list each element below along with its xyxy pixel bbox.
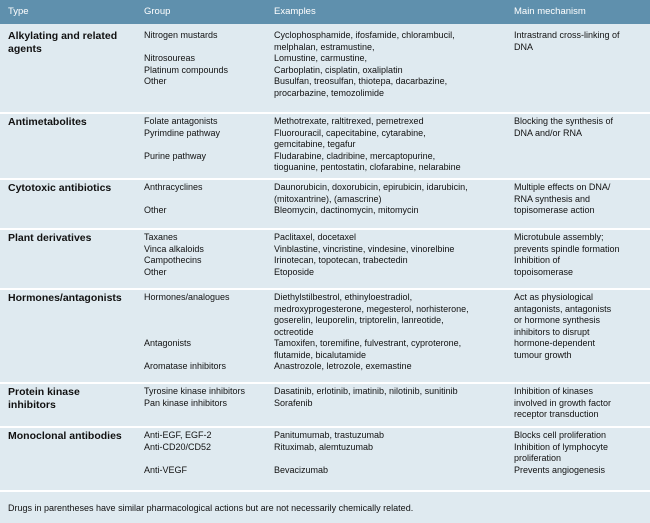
mechanism-text: Act as physiological bbox=[514, 292, 594, 302]
drug-examples: Cyclophosphamide, ifosfamide, chlorambucil, bbox=[274, 30, 455, 40]
drug-examples: Busulfan, treosulfan, thiotepa, dacarbazine, bbox=[274, 76, 448, 86]
mechanism-text: involved in growth factor bbox=[514, 397, 612, 408]
mechanism-text: prevents spindle formation bbox=[514, 243, 620, 254]
drug-examples: (mitoxantrine), (amascrine) bbox=[274, 193, 382, 204]
drug-group: Pan kinase inhibitors bbox=[144, 397, 228, 408]
drug-examples: Lomustine, carmustine, bbox=[274, 53, 368, 63]
mechanism-text: inhibitors to disrupt bbox=[514, 326, 590, 337]
drug-examples: Daunorubicin, doxorubicin, epirubicin, idarubicin, bbox=[274, 182, 468, 192]
drug-group: Other bbox=[144, 76, 167, 86]
mechanism-text: tumour growth bbox=[514, 349, 572, 360]
mechanism-text: proliferation bbox=[514, 453, 562, 463]
mechanism-text: hormone-dependent bbox=[514, 338, 596, 348]
drug-examples: Bevacizumab bbox=[274, 464, 329, 475]
drug-examples: Anastrozole, letrozole, exemastine bbox=[274, 361, 412, 371]
drug-group: Vinca alkaloids bbox=[144, 243, 204, 254]
drug-group: Anti-EGF, EGF-2 bbox=[144, 430, 212, 440]
drug-group: Taxanes bbox=[144, 232, 178, 242]
drug-examples: gemcitabine, tegafur bbox=[274, 139, 356, 149]
drug-examples: Paclitaxel, docetaxel bbox=[274, 232, 357, 242]
drug-group: Purine pathway bbox=[144, 150, 207, 161]
drug-examples: Dasatinib, erlotinib, imatinib, nilotinib, sunitinib bbox=[274, 386, 458, 396]
drug-examples: tioguanine, pentostatin, clofarabine, nelarabine bbox=[274, 162, 461, 172]
header-mechanism: Main mechanism bbox=[514, 6, 586, 17]
drug-examples: Bleomycin, dactinomycin, mitomycin bbox=[274, 205, 419, 215]
drug-type-label: Monoclonal antibodies bbox=[8, 430, 122, 442]
drug-group: Platinum compounds bbox=[144, 64, 229, 75]
drug-group: Folate antagonists bbox=[144, 116, 218, 126]
drug-group: Other bbox=[144, 205, 167, 215]
drug-examples: medroxyprogesterone, megesterol, norhisterone, bbox=[274, 303, 469, 314]
mechanism-text: DNA bbox=[514, 41, 534, 52]
drug-group: Aromatase inhibitors bbox=[144, 361, 227, 371]
drug-examples: Diethylstilbestrol, ethinyloestradiol, bbox=[274, 292, 413, 302]
row-divider bbox=[0, 382, 650, 384]
mechanism-text: topoisomerase bbox=[514, 266, 574, 277]
mechanism-text: Prevents angiogenesis bbox=[514, 464, 606, 475]
drug-group: Other bbox=[144, 266, 167, 277]
row-divider bbox=[0, 112, 650, 114]
drug-examples: Fluorouracil, capecitabine, cytarabine, bbox=[274, 127, 426, 138]
drug-type-label: Hormones/antagonists bbox=[8, 292, 122, 304]
mechanism-text: receptor transduction bbox=[514, 409, 599, 419]
mechanism-text: Microtubule assembly; bbox=[514, 232, 604, 242]
row-divider bbox=[0, 178, 650, 180]
mechanism-text: Intrastrand cross-linking of bbox=[514, 30, 620, 40]
drug-type-label: Cytotoxic antibiotics bbox=[8, 182, 112, 194]
drug-group: Campothecins bbox=[144, 255, 202, 265]
drug-examples: Methotrexate, raltitrexed, pemetrexed bbox=[274, 116, 424, 126]
mechanism-text: topisomerase action bbox=[514, 205, 595, 215]
drug-group: Anti-VEGF bbox=[144, 464, 188, 475]
row-divider bbox=[0, 490, 650, 492]
mechanism-text: Blocks cell proliferation bbox=[514, 430, 607, 440]
header-type: Type bbox=[8, 6, 29, 17]
drug-examples: Tamoxifen, toremifine, fulvestrant, cyproterone, bbox=[274, 338, 462, 348]
row-divider bbox=[0, 228, 650, 230]
mechanism-text: DNA and/or RNA bbox=[514, 127, 583, 138]
table-header bbox=[0, 0, 650, 24]
drug-group: Tyrosine kinase inhibitors bbox=[144, 386, 246, 396]
drug-examples: procarbazine, temozolimide bbox=[274, 87, 385, 98]
drug-type-label: agents bbox=[8, 42, 42, 55]
drug-group: Antagonists bbox=[144, 338, 192, 348]
drug-examples: goserelin, leuporelin, triptorelin, lanreotide, bbox=[274, 315, 444, 325]
mechanism-text: RNA synthesis and bbox=[514, 193, 591, 204]
header-examples: Examples bbox=[274, 6, 316, 17]
drug-examples: Rituximab, alemtuzumab bbox=[274, 441, 374, 452]
row-divider bbox=[0, 288, 650, 290]
drug-examples: Carboplatin, cisplatin, oxaliplatin bbox=[274, 64, 403, 75]
header-group: Group bbox=[144, 6, 171, 17]
drug-examples: melphalan, estramustine, bbox=[274, 41, 375, 52]
mechanism-text: or hormone synthesis bbox=[514, 315, 601, 325]
drug-group: Hormones/analogues bbox=[144, 292, 230, 302]
mechanism-text: Multiple effects on DNA/ bbox=[514, 182, 611, 192]
mechanism-text: Inhibition of kinases bbox=[514, 386, 594, 396]
table-footnote: Drugs in parentheses have similar pharmacological actions but are not necessarily chemically related. bbox=[8, 503, 414, 513]
drug-examples: flutamide, bicalutamide bbox=[274, 349, 367, 360]
drug-type-label: Protein kinase bbox=[8, 386, 80, 398]
drug-examples: Etoposide bbox=[274, 266, 315, 277]
drug-examples: Panitumumab, trastuzumab bbox=[274, 430, 385, 440]
drug-examples: Sorafenib bbox=[274, 397, 313, 408]
drug-type-label: Alkylating and related bbox=[8, 30, 118, 42]
drug-group: Anthracyclines bbox=[144, 182, 203, 192]
mechanism-text: Blocking the synthesis of bbox=[514, 116, 614, 126]
drug-group: Nitrosoureas bbox=[144, 53, 196, 63]
drug-type-label: Antimetabolites bbox=[8, 116, 87, 128]
drug-examples: Fludarabine, cladribine, mercaptopurine, bbox=[274, 150, 436, 161]
mechanism-text: antagonists, antagonists bbox=[514, 303, 612, 314]
drug-examples: Vinblastine, vincristine, vindesine, vinorelbine bbox=[274, 243, 455, 254]
drug-type-label: Plant derivatives bbox=[8, 232, 92, 244]
row-divider bbox=[0, 426, 650, 428]
mechanism-text: Inhibition of bbox=[514, 255, 561, 265]
drug-examples: Irinotecan, topotecan, trabectedin bbox=[274, 255, 408, 265]
drug-examples: octreotide bbox=[274, 326, 314, 337]
drug-group: Anti-CD20/CD52 bbox=[144, 441, 212, 452]
drug-type-label: inhibitors bbox=[8, 398, 56, 411]
drug-group: Pyrimdine pathway bbox=[144, 127, 221, 138]
drug-group: Nitrogen mustards bbox=[144, 30, 218, 40]
mechanism-text: Inhibition of lymphocyte bbox=[514, 441, 609, 452]
